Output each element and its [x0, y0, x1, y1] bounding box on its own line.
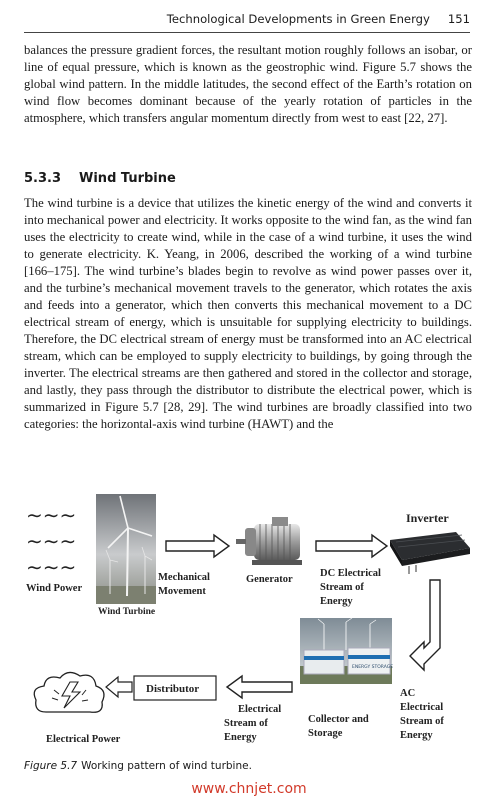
electrical-power-label: Electrical Power [46, 734, 121, 745]
figure-caption [24, 760, 252, 772]
figure-wind-turbine-diagram [24, 490, 472, 755]
ac-label-1: AC [400, 688, 416, 699]
caption-label: Figure 5.7 [24, 760, 78, 772]
inverter-photo [390, 532, 470, 574]
arrow-to-generator [166, 535, 229, 557]
ac-label-2: Electrical [400, 702, 444, 713]
caption-text: Working pattern of wind turbine. [81, 760, 252, 772]
arrow-to-storage [410, 580, 440, 670]
wind-wave-3: ∼∼∼ [26, 557, 77, 579]
wind-wave-2: ∼∼∼ [26, 531, 77, 553]
collector-label-2: Storage [308, 728, 343, 739]
running-title: Technological Developments in Green Energy [166, 12, 430, 26]
arrow-to-distributor [227, 676, 292, 698]
section-number: 5.3.3 [24, 171, 62, 186]
diagram-svg [24, 490, 472, 755]
section-heading [24, 171, 176, 186]
paragraph-wind-turbine: The wind turbine is a device that utilizes the kinetic energy of the wind and converts it into mechanical power and electricity. It works opposite to the wind fan, as the wind fan uses the electricity to create wind, while in the case of a wind turbine, it uses the wind to generate electricity. K. Yeang, in 2006, described the working of a wind turbine [166–175]. The wind turbine’s blades begin to revolve as wind power passes over it, and the turbine’s mechanical movement travels to the generator, which rotates the axis and feeds into a generator, which then converts this mechanical movement to a DC electrical stream of energy, which is unsuitable for supplying electricity to buildings. Therefore, the DC electrical stream of energy must be transformed into an AC electrical stream, which can be employed to supply electricity to buildings, by going through the inverter. The electrical streams are then gathered and stored in the collector and storage, and lastly, they pass through the distributor to distribute the electrical power, which is summarized in Figure 5.7 [28, 29]. The wind turbines are broadly classified into two categories: the horizontal-axis wind turbine (HAWT) and the [24, 196, 472, 431]
wind-turbine-label: Wind Turbine [98, 607, 156, 617]
ac-label-3: Stream of [400, 716, 444, 727]
paragraph-geostrophic: balances the pressure gradient forces, the resultant motion roughly follows an isobar, or line of equal pressure, which is known as the geostrophic wind. Figure 5.7 shows the global wind pattern. In the middle latitudes, the second effect of the Earth’s rotation on wind flow becomes dominant because of the yearly rotation of particles in the atmosphere, which transfers angular momentum directly from west to east [22, 27]. [24, 43, 472, 125]
ac-label-4: Energy [400, 730, 433, 741]
storage-photo [300, 618, 393, 684]
mechanical-label-1: Mechanical [158, 572, 210, 583]
elec-label-1: Electrical [238, 704, 282, 715]
arrow-to-power [106, 677, 132, 697]
running-header [24, 12, 470, 33]
storage-unit-text: ENERGY STORAGE [352, 665, 394, 670]
dc-label-3: Energy [320, 596, 353, 607]
arrow-to-inverter [316, 535, 387, 557]
section-title: Wind Turbine [79, 171, 176, 186]
generator-label: Generator [246, 574, 293, 585]
generator-photo [236, 517, 302, 565]
wind-wave-1: ∼∼∼ [26, 505, 77, 527]
dc-label-2: Stream of [320, 582, 364, 593]
mechanical-label-2: Movement [158, 586, 206, 597]
cloud-lightning-icon [34, 672, 104, 712]
wind-power-label: Wind Power [26, 583, 83, 594]
collector-label-1: Collector and [308, 714, 369, 725]
dc-label-1: DC Electrical [320, 568, 381, 579]
page-number: 151 [447, 12, 470, 26]
wind-turbine-photo [96, 494, 156, 604]
elec-label-3: Energy [224, 732, 257, 743]
distributor-label: Distributor [146, 683, 200, 695]
watermark-url: www.chnjet.com [191, 781, 307, 797]
elec-label-2: Stream of [224, 718, 268, 729]
inverter-label: Inverter [406, 511, 449, 525]
